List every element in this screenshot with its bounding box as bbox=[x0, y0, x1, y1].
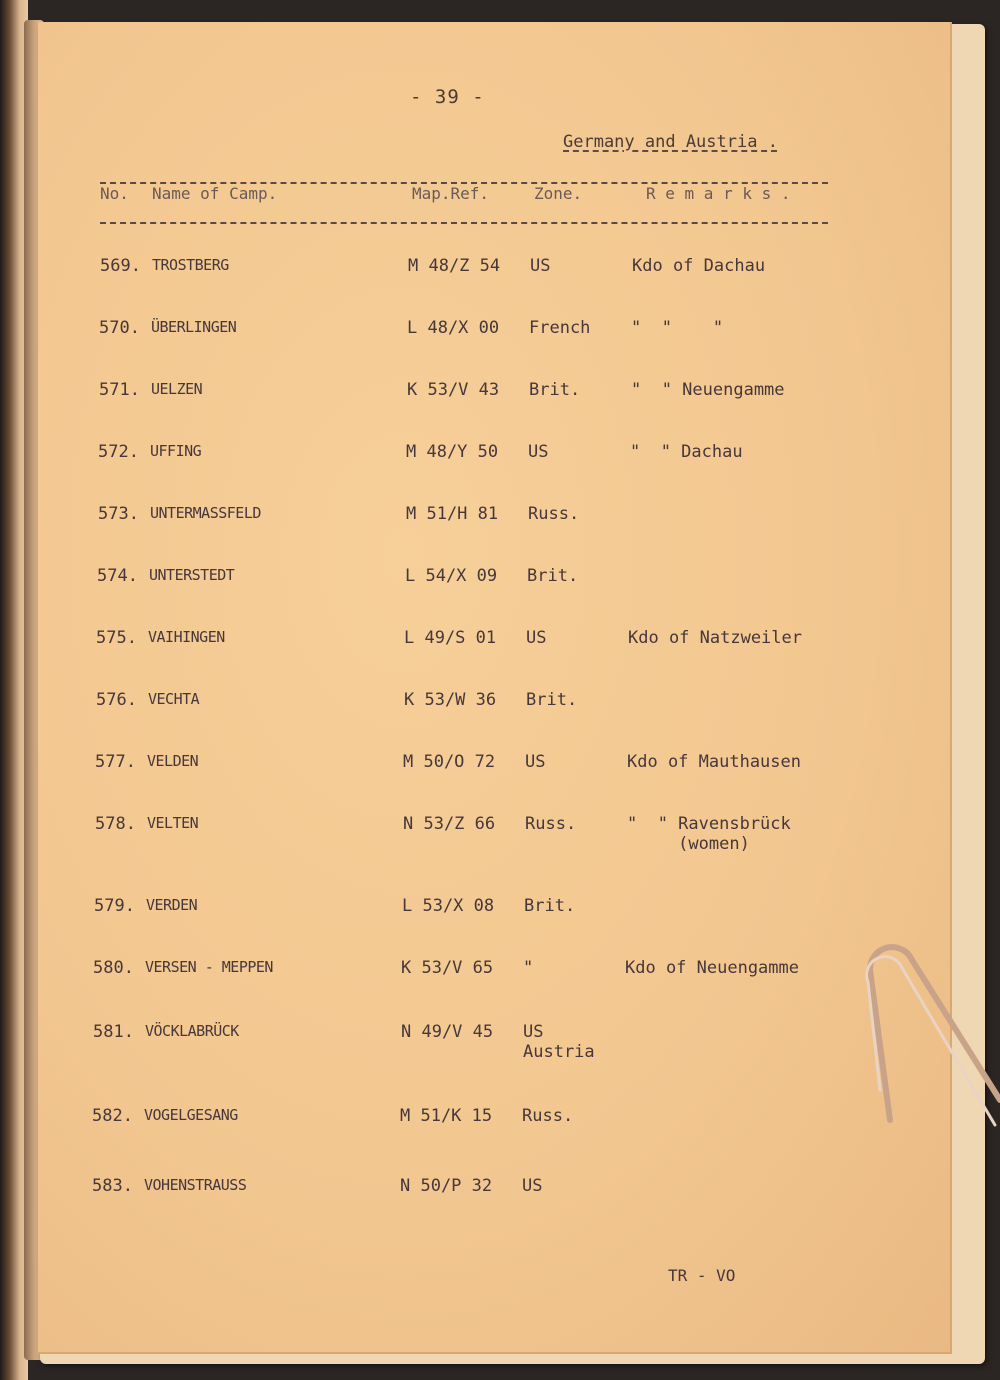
camp-name: UFFING bbox=[150, 442, 202, 460]
zone: Brit. bbox=[527, 566, 579, 586]
map-ref: N 50/P 32 bbox=[400, 1176, 493, 1196]
row-number: 571. bbox=[99, 380, 140, 400]
paperclip bbox=[860, 930, 1000, 1130]
zone: US bbox=[522, 1176, 543, 1196]
remarks: Kdo of Dachau bbox=[632, 256, 766, 276]
map-ref: L 49/S 01 bbox=[404, 628, 497, 648]
map-ref: L 54/X 09 bbox=[405, 566, 498, 586]
remarks: Kdo of Neuengamme bbox=[625, 958, 799, 978]
header-no: No. bbox=[100, 184, 129, 203]
row-number: 569. bbox=[100, 256, 141, 276]
camp-name: VOHENSTRAUSS bbox=[144, 1176, 247, 1194]
header-zone: Zone. bbox=[534, 184, 583, 203]
row-number: 583. bbox=[92, 1176, 133, 1196]
zone: US bbox=[528, 442, 549, 462]
remarks: Kdo of Natzweiler bbox=[628, 628, 802, 648]
map-ref: M 48/Y 50 bbox=[406, 442, 499, 462]
camp-name: UNTERMASSFELD bbox=[150, 504, 261, 522]
camp-name: UELZEN bbox=[151, 380, 203, 398]
camp-name: VAIHINGEN bbox=[148, 628, 225, 646]
zone: Russ. bbox=[528, 504, 580, 524]
zone: Russ. bbox=[525, 814, 577, 834]
header-rule-bottom bbox=[100, 222, 828, 224]
row-number: 574. bbox=[97, 566, 138, 586]
map-ref: L 53/X 08 bbox=[402, 896, 495, 916]
remarks: " " Dachau bbox=[630, 442, 743, 462]
row-number: 575. bbox=[96, 628, 137, 648]
camp-name: ÜBERLINGEN bbox=[151, 318, 237, 336]
map-ref: M 50/O 72 bbox=[403, 752, 496, 772]
row-number: 581. bbox=[93, 1022, 134, 1042]
map-ref: M 51/H 81 bbox=[406, 504, 499, 524]
zone: Brit. bbox=[526, 690, 578, 710]
map-ref: K 53/W 36 bbox=[404, 690, 497, 710]
camp-name: UNTERSTEDT bbox=[149, 566, 235, 584]
footer-code: TR - VO bbox=[668, 1266, 736, 1285]
zone: US bbox=[530, 256, 551, 276]
row-number: 576. bbox=[96, 690, 137, 710]
map-ref: N 53/Z 66 bbox=[403, 814, 496, 834]
row-number: 572. bbox=[98, 442, 139, 462]
row-number: 570. bbox=[99, 318, 140, 338]
row-number: 578. bbox=[95, 814, 136, 834]
zone: US bbox=[525, 752, 546, 772]
zone: US bbox=[526, 628, 547, 648]
zone: Russ. bbox=[522, 1106, 574, 1126]
header-remarks: R e m a r k s . bbox=[646, 184, 791, 203]
header-name: Name of Camp. bbox=[152, 184, 278, 203]
camp-name: VÖCKLABRÜCK bbox=[145, 1022, 239, 1040]
camp-name: VERDEN bbox=[146, 896, 198, 914]
map-ref: K 53/V 65 bbox=[401, 958, 494, 978]
remarks: Kdo of Mauthausen bbox=[627, 752, 801, 772]
row-number: 582. bbox=[92, 1106, 133, 1126]
document-sheet bbox=[38, 22, 952, 1354]
remarks: " " Neuengamme bbox=[631, 380, 785, 400]
region-title: Germany and Austria . bbox=[563, 132, 778, 152]
zone: Brit. bbox=[524, 896, 576, 916]
zone: French bbox=[529, 318, 591, 338]
map-ref: L 48/X 00 bbox=[407, 318, 500, 338]
zone: Brit. bbox=[529, 380, 581, 400]
camp-name: TROSTBERG bbox=[152, 256, 229, 274]
camp-name: VOGELGESANG bbox=[144, 1106, 238, 1124]
row-number: 573. bbox=[98, 504, 139, 524]
camp-name: VELDEN bbox=[147, 752, 199, 770]
map-ref: M 48/Z 54 bbox=[408, 256, 501, 276]
camp-name: VERSEN - MEPPEN bbox=[145, 958, 273, 976]
remarks: " " " bbox=[631, 318, 724, 338]
camp-name: VECHTA bbox=[148, 690, 200, 708]
map-ref: K 53/V 43 bbox=[407, 380, 500, 400]
row-number: 577. bbox=[95, 752, 136, 772]
map-ref: M 51/K 15 bbox=[400, 1106, 493, 1126]
map-ref: N 49/V 45 bbox=[401, 1022, 494, 1042]
page-number: - 39 - bbox=[410, 86, 485, 108]
camp-name: VELTEN bbox=[147, 814, 199, 832]
remarks: " " Ravensbrück (women) bbox=[627, 814, 791, 854]
row-number: 579. bbox=[94, 896, 135, 916]
header-mapref: Map.Ref. bbox=[412, 184, 490, 203]
row-number: 580. bbox=[93, 958, 134, 978]
zone: US Austria bbox=[523, 1022, 595, 1062]
zone: " bbox=[523, 958, 534, 978]
